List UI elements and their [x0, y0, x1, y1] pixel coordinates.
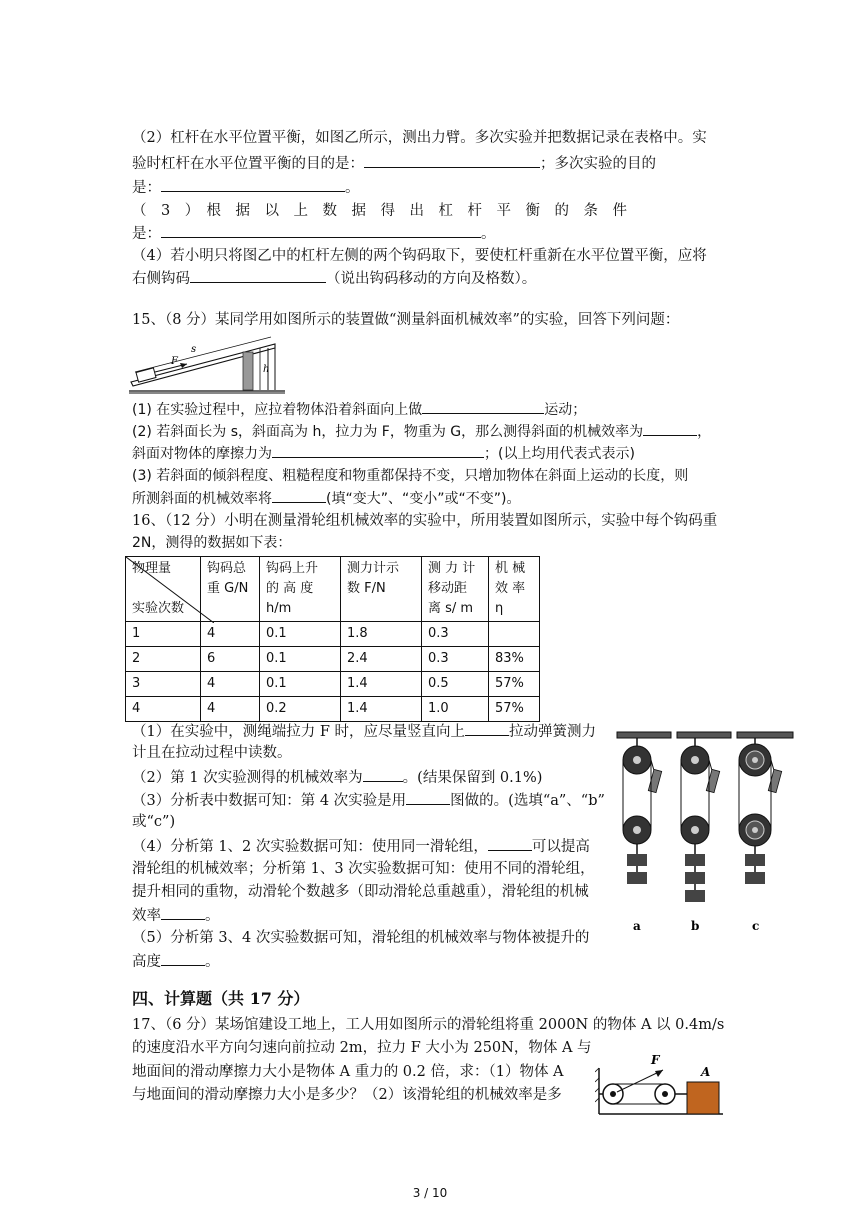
answer-blank[interactable]: [364, 153, 540, 168]
pulley-figure-b: [677, 732, 731, 902]
q16-p4-text-b: 可以提高: [531, 839, 590, 855]
q14-p3-line2: [132, 223, 496, 244]
table-cell: 1: [126, 622, 201, 647]
incline-label-h: h: [263, 364, 270, 375]
q16-p5-text-a: 高度: [132, 954, 161, 970]
table-cell: 4: [201, 622, 260, 647]
q15-p1: [132, 399, 586, 420]
q15-p3-line2-text-a: 所测斜面的机械效率将: [132, 491, 272, 507]
table-cell: 0.1: [260, 672, 341, 697]
table-row: [126, 647, 540, 672]
pulley-label-a: a: [633, 919, 641, 933]
corner-top-label: 物理量: [132, 561, 172, 576]
table-cell: 6: [201, 647, 260, 672]
q16-p5-line1: （5）分析第 3、4 次实验数据可知，滑轮组的机械效率与物体被提升的: [132, 930, 590, 946]
table-row: [126, 672, 540, 697]
q16-p4-text-d: 。: [205, 908, 220, 924]
answer-blank[interactable]: [190, 268, 326, 283]
q16-p1-text-b: 拉动弹簧测力: [509, 724, 597, 740]
figure-label-F: F: [651, 1053, 660, 1067]
section-heading: 四、计算题（共 17 分）: [132, 989, 310, 1008]
header-text: 离 s/ m: [428, 601, 474, 616]
q16-p4-text-c: 效率: [132, 908, 161, 924]
q15-p2-line1-text-a: (2) 若斜面长为 s，斜面高为 h，拉力为 F，物重为 G，那么测得斜面的机械效率为: [132, 424, 644, 440]
page-number: 3 / 10: [412, 1186, 448, 1200]
q15-p3-line2-text-b: (填“变大”、“变小”或“不变”)。: [326, 491, 521, 507]
q14-p2-line2-text-a: 验时杠杆在水平位置平衡的目的是：: [132, 156, 364, 172]
q14-p2-line1: （2）杠杆在水平位置平衡，如图乙所示，测出力臂。多次实验并把数据记录在表格中。实: [132, 130, 707, 146]
answer-blank[interactable]: [422, 399, 544, 414]
q16-p5-text-b: 。: [205, 954, 220, 970]
answer-blank[interactable]: [643, 421, 697, 436]
q14-p3-line2-text-b: 。: [481, 226, 496, 242]
q16-p5-line2: [132, 951, 220, 972]
table-cell: 1.4: [341, 697, 422, 722]
header-text: 钩码总: [207, 561, 247, 576]
table-cell: 0.2: [260, 697, 341, 722]
table-cell: 2.4: [341, 647, 422, 672]
answer-blank[interactable]: [272, 488, 326, 503]
table-cell: 3: [126, 672, 201, 697]
q16-p2: [132, 767, 542, 788]
table-cell: 0.3: [422, 647, 489, 672]
q16-title-line1: 16、（12 分）小明在测量滑轮组机械效率的实验中，所用装置如图所示，实验中每个钩码重: [132, 513, 718, 529]
answer-blank[interactable]: [161, 951, 205, 966]
table-cell: 83%: [489, 647, 540, 672]
q16-title-line2: 2N，测得的数据如下表：: [132, 535, 292, 551]
header-text: 效 率: [495, 581, 526, 596]
q15-p1-text-a: (1) 在实验过程中，应拉着物体沿着斜面向上做: [132, 402, 423, 418]
header-text: h/m: [266, 601, 292, 616]
q15-p2-line2: [132, 443, 635, 464]
table-cell: 57%: [489, 697, 540, 722]
incline-label-F: F: [171, 356, 178, 367]
header-text: 数 F/N: [347, 581, 386, 596]
q16-p4-line3: 提升相同的重物，动滑轮个数越多（即动滑轮总重越重），滑轮组的机械: [132, 884, 589, 900]
q16-p3-line2: 或“c”): [132, 814, 176, 830]
q16-p2-text-b: 。(结果保留到 0.1%): [402, 770, 543, 786]
answer-blank[interactable]: [465, 721, 509, 736]
header-text: 钩码上升: [266, 561, 319, 576]
pulley-label-c: c: [752, 919, 760, 933]
header-force-reading: [341, 557, 422, 622]
experiment-table: [125, 556, 540, 722]
q17-line3: 地面间的滑动摩擦力大小是物体 A 重力的 0.2 倍，求：（1）物体 A: [132, 1064, 564, 1080]
q16-p1-line1: [132, 721, 596, 742]
q14-p3-line2-text-a: 是：: [132, 226, 161, 242]
answer-blank[interactable]: [272, 443, 484, 458]
horizontal-pulley-figure: [595, 1048, 725, 1118]
answer-blank[interactable]: [363, 767, 403, 782]
table-cell: 4: [201, 672, 260, 697]
q17-line1: 17、（6 分）某场馆建设工地上，工人用如图所示的滑轮组将重 2000N 的物体 A 以 0.4m/s: [132, 1017, 725, 1033]
figure-label-A: A: [701, 1065, 711, 1079]
pulley-label-b: b: [691, 919, 700, 933]
q17-line4: 与地面间的滑动摩擦力大小是多少？（2）该滑轮组的机械效率是多: [132, 1087, 562, 1103]
q14-p2-line3: [132, 177, 360, 198]
header-text: 移动距: [428, 581, 468, 596]
answer-blank[interactable]: [161, 905, 205, 920]
q16-p3-text-b: 图做的。(选填“a”、“b”: [450, 793, 605, 809]
header-pull-distance: [422, 557, 489, 622]
header-text: 的 高 度: [266, 581, 314, 596]
q14-p3-line1: （ 3 ） 根 据 以 上 数 据 得 出 杠 杆 平 衡 的 条 件: [132, 203, 627, 219]
q14-p2-line3-text-a: 是：: [132, 180, 161, 196]
pulley-figure-a: [617, 732, 671, 884]
q14-p2-line2-text-b: ；多次实验的目的: [540, 156, 656, 172]
q15-p2-line1: [132, 421, 711, 442]
table-cell: 0.3: [422, 622, 489, 647]
answer-blank[interactable]: [406, 790, 450, 805]
q15-p2-line2-text-a: 斜面对物体的摩擦力为: [132, 446, 272, 462]
header-efficiency: [489, 557, 540, 622]
header-text: η: [495, 601, 504, 616]
q16-p4-line2: 滑轮组的机械效率；分析第 1、3 次实验数据可知：使用不同的滑轮组，: [132, 861, 595, 877]
answer-blank[interactable]: [488, 836, 532, 851]
q16-p3-line1: [132, 790, 605, 811]
q15-title: 15、（8 分）某同学用如图所示的装置做“测量斜面机械效率”的实验，回答下列问题：: [132, 312, 680, 328]
corner-bottom-label: 实验次数: [132, 601, 185, 616]
table-cell: 1.8: [341, 622, 422, 647]
pulley-figures: [615, 730, 800, 935]
q14-p2-line2: [132, 153, 656, 174]
q16-p4-line1: [132, 836, 590, 857]
q14-p4-line2: [132, 268, 536, 289]
table-row: [126, 697, 540, 722]
table-cell: 2: [126, 647, 201, 672]
header-text: 测 力 计: [428, 561, 476, 576]
table-cell: 57%: [489, 672, 540, 697]
table-cell: 0.5: [422, 672, 489, 697]
q14-p2-line3-text-b: 。: [345, 180, 360, 196]
table-cell: 1.0: [422, 697, 489, 722]
incline-label-s: s: [191, 344, 197, 355]
incline-figure: [125, 334, 290, 396]
q16-p1-text-a: （1）在实验中，测绳端拉力 F 时，应尽量竖直向上: [132, 724, 466, 740]
answer-blank[interactable]: [161, 223, 481, 238]
q14-p4-line2-text-a: 右侧钩码: [132, 271, 190, 287]
table-cell: 4: [201, 697, 260, 722]
q15-p3-line1: (3) 若斜面的倾斜程度、粗糙程度和物重都保持不变，只增加物体在斜面上运动的长度，则: [132, 468, 689, 484]
table-cell: 0.1: [260, 647, 341, 672]
q17-line2: 的速度沿水平方向匀速向前拉动 2m，拉力 F 大小为 250N，物体 A 与: [132, 1040, 592, 1056]
q15-p3-line2: [132, 488, 520, 509]
q15-p2-line1-text-b: ，: [697, 424, 712, 440]
pulley-figure-c: [737, 732, 793, 884]
table-cell: 0.1: [260, 622, 341, 647]
table-row: [126, 622, 540, 647]
table-cell: 4: [126, 697, 201, 722]
table-header-row: [126, 557, 540, 622]
q16-p4-line4: [132, 905, 220, 926]
header-lift-height: [260, 557, 341, 622]
q16-p4-text-a: （4）分析第 1、2 次实验数据可知：使用同一滑轮组，: [132, 839, 488, 855]
q16-p1-line2: 计且在拉动过程中读数。: [132, 745, 292, 761]
table-cell[interactable]: [489, 622, 540, 647]
q16-p3-text-a: （3）分析表中数据可知：第 4 次实验是用: [132, 793, 407, 809]
q14-p4-line1: （4）若小明只将图乙中的杠杆左侧的两个钩码取下，要使杠杆重新在水平位置平衡，应将: [132, 248, 707, 264]
header-text: 机 械: [495, 561, 526, 576]
q14-p4-line2-text-b: （说出钩码移动的方向及格数）。: [326, 271, 537, 287]
table-corner-cell: [126, 557, 201, 622]
header-text: 测力计示: [347, 561, 400, 576]
header-text: 重 G/N: [207, 581, 249, 596]
q15-p2-line2-text-b: ；(以上均用代表式表示): [484, 446, 635, 462]
q15-p1-text-b: 运动；: [544, 402, 587, 418]
table-cell: 1.4: [341, 672, 422, 697]
q16-p2-text-a: （2）第 1 次实验测得的机械效率为: [132, 770, 363, 786]
answer-blank[interactable]: [161, 177, 345, 192]
